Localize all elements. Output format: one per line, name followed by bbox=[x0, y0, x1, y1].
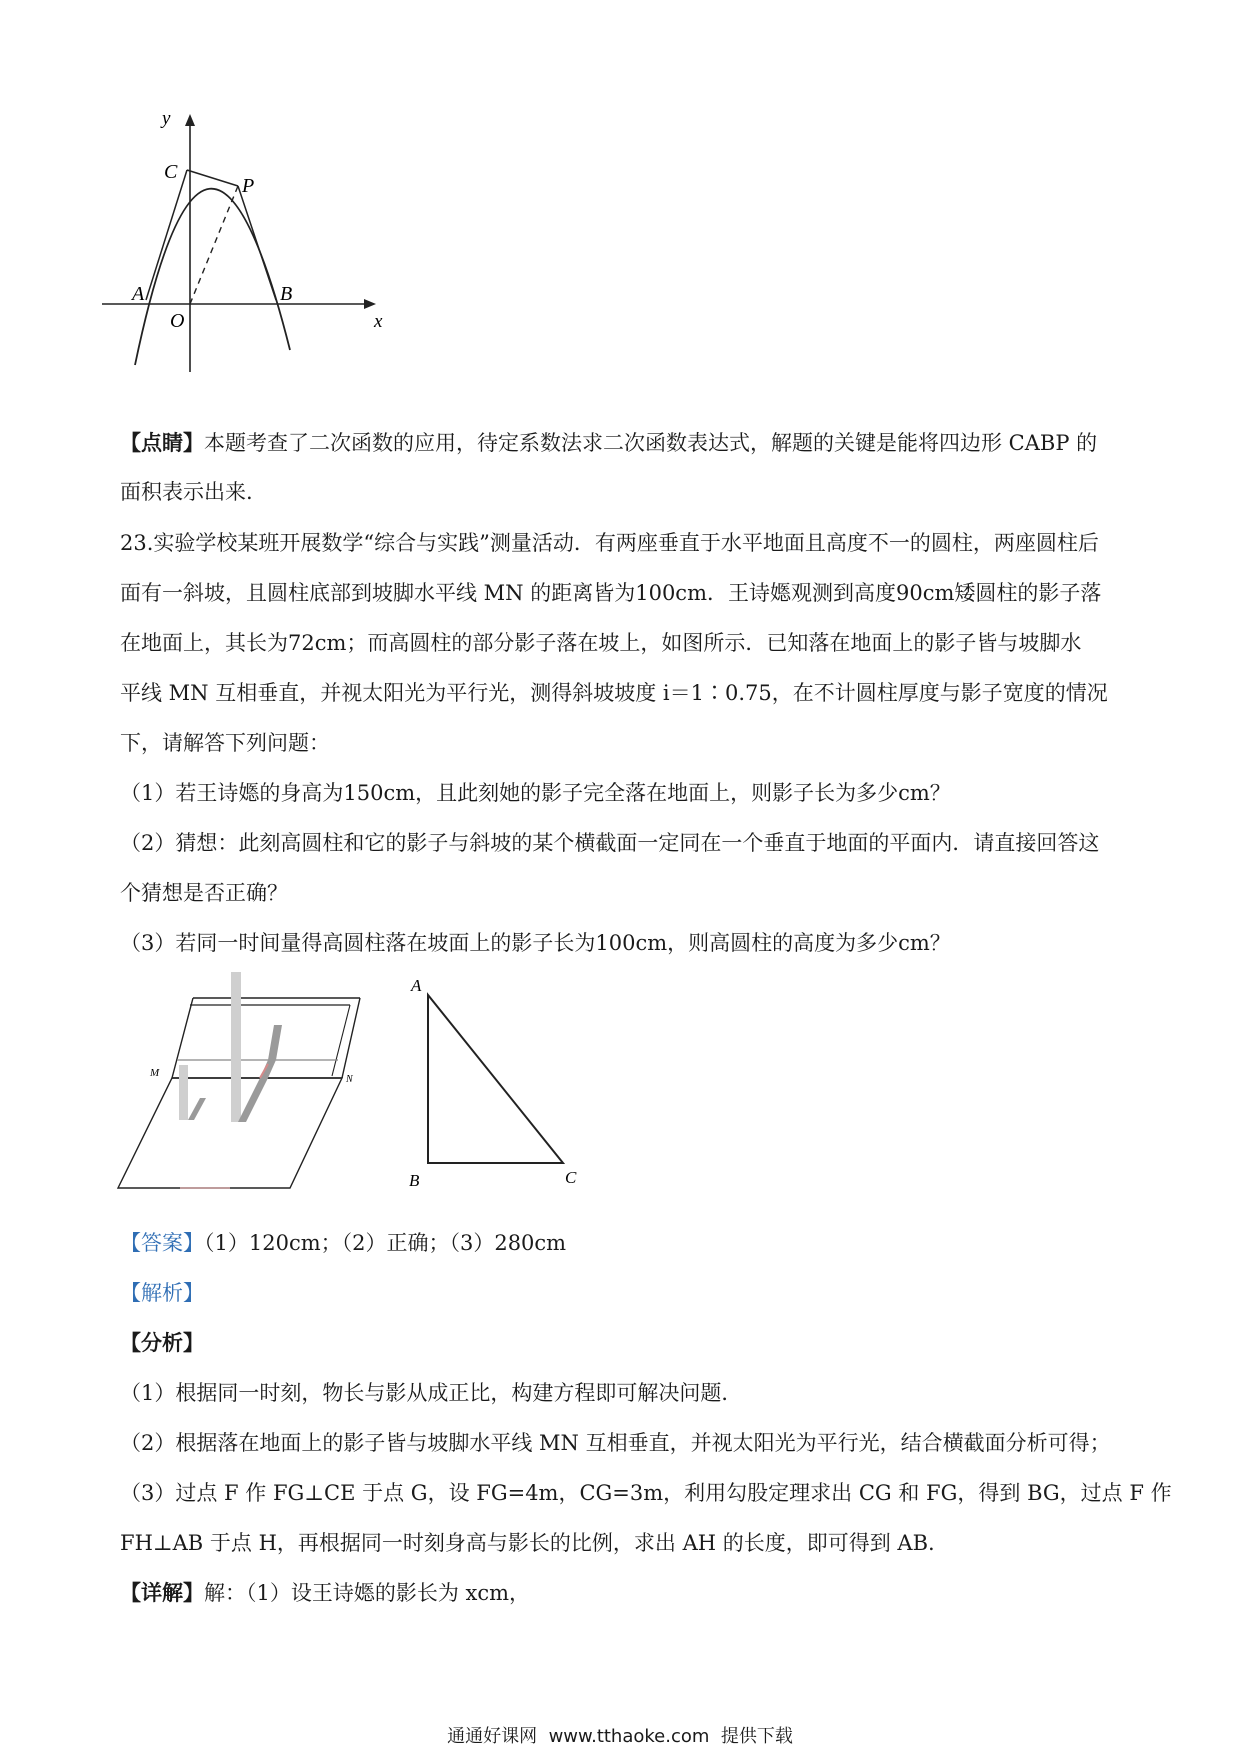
label-m: M bbox=[150, 1067, 160, 1079]
label-b-tri: B bbox=[409, 1171, 420, 1190]
label-a-tri: A bbox=[411, 976, 422, 995]
fenxi-p1: （1）根据同一时刻，物长与影从成正比，构建方程即可解决问题． bbox=[120, 1381, 743, 1405]
q23-line2: 面有一斜坡，且圆柱底部到坡脚水平线 MN 的距离皆为100cm．王诗嫕观测到高度90cm矮圆柱的影子落 bbox=[120, 581, 1102, 605]
q23-line1: 23.实验学校某班开展数学“综合与实践”测量活动．有两座垂直于水平地面且高度不一的圆柱，两座圆柱后 bbox=[120, 531, 1099, 555]
label-x: x bbox=[374, 311, 383, 332]
x-axis-arrow bbox=[364, 299, 376, 309]
xiangjie-text: 解：（1）设王诗嫕的影长为 xcm， bbox=[204, 1581, 531, 1605]
slope-right-edge bbox=[342, 998, 360, 1078]
tall-cylinder bbox=[231, 972, 241, 1122]
label-n: N bbox=[346, 1074, 353, 1085]
triangle-figure bbox=[395, 965, 595, 1205]
label-a: A bbox=[132, 283, 145, 305]
triangle-abc bbox=[428, 995, 563, 1163]
q23-sub2-line2: 个猜想是否正确？ bbox=[120, 881, 288, 905]
y-axis-arrow bbox=[185, 114, 195, 126]
q23-sub1: （1）若王诗嫕的身高为150cm，且此刻她的影子完全落在地面上，则影子长为多少cm？ bbox=[120, 781, 951, 805]
slope-inner-edge bbox=[332, 1005, 350, 1076]
q23-line4: 平线 MN 互相垂直，并视太阳光为平行光，测得斜坡坡度 i＝1∶0.75，在不计圆柱厚度与影子宽度的情况 bbox=[120, 681, 1108, 705]
jiexi-tag: 【解析】 bbox=[120, 1281, 204, 1305]
xiangjie-tag: 【详解】 bbox=[120, 1580, 204, 1605]
dianjing-text1: 本题考查了二次函数的应用，待定系数法求二次函数表达式，解题的关键是能将四边形 CABP 的 bbox=[204, 431, 1098, 455]
q23-line5: 下，请解答下列问题： bbox=[120, 731, 330, 755]
fenxi-tag: 【分析】 bbox=[120, 1330, 204, 1355]
label-c-tri: C bbox=[565, 1168, 577, 1187]
tall-cylinder-shadow bbox=[238, 1025, 282, 1122]
fenxi-p3-line2: FH⊥AB 于点 H，再根据同一时刻身高与影长的比例，求出 AH 的长度，即可得到 AB. bbox=[120, 1531, 935, 1555]
short-cylinder-shadow bbox=[188, 1098, 206, 1120]
parabola-figure bbox=[100, 110, 400, 380]
label-o: O bbox=[170, 310, 185, 332]
label-c: C bbox=[164, 161, 178, 183]
label-y: y bbox=[162, 110, 171, 129]
answer-text: （1）120cm；（2）正确；（3）280cm bbox=[204, 1231, 567, 1255]
segment-cp bbox=[187, 170, 238, 186]
ground-plane bbox=[118, 1078, 342, 1188]
segment-ac bbox=[146, 170, 187, 300]
page-footer: 通通好课网 www.tthaoke.com 提供下载 bbox=[447, 1726, 793, 1747]
short-cylinder bbox=[179, 1065, 188, 1120]
label-b: B bbox=[280, 283, 293, 305]
slope-scene-figure bbox=[110, 970, 370, 1195]
dianjing-tag: 【点睛】 bbox=[120, 430, 204, 455]
dianjing-line1 bbox=[120, 428, 1097, 458]
fenxi-p3-line1: （3）过点 F 作 FG⊥CE 于点 G，设 FG=4m，CG=3m，利用勾股定理求出 CG 和 FG，得到 BG，过点 F 作 bbox=[120, 1481, 1172, 1505]
fenxi-p2: （2）根据落在地面上的影子皆与坡脚水平线 MN 互相垂直，并视太阳光为平行光，结合横截面分析可得； bbox=[120, 1431, 1111, 1455]
answer-line bbox=[120, 1228, 566, 1258]
label-p: P bbox=[242, 175, 255, 197]
segment-op-dashed bbox=[190, 186, 238, 304]
q23-sub3: （3）若同一时间量得高圆柱落在坡面上的影子长为100cm，则高圆柱的高度为多少cm？ bbox=[120, 931, 951, 955]
dianjing-line2: 面积表示出来. bbox=[120, 480, 253, 504]
segment-pb bbox=[238, 186, 276, 300]
xiangjie-line bbox=[120, 1578, 530, 1608]
q23-sub2-line1: （2）猜想：此刻高圆柱和它的影子与斜坡的某个横截面一定同在一个垂直于地面的平面内．请直接回答这 bbox=[120, 831, 1100, 855]
answer-tag: 【答案】 bbox=[120, 1231, 204, 1255]
q23-line3: 在地面上，其长为72cm；而高圆柱的部分影子落在坡上，如图所示．已知落在地面上的影子皆与坡脚水 bbox=[120, 631, 1082, 655]
parabola-curve bbox=[135, 189, 293, 365]
